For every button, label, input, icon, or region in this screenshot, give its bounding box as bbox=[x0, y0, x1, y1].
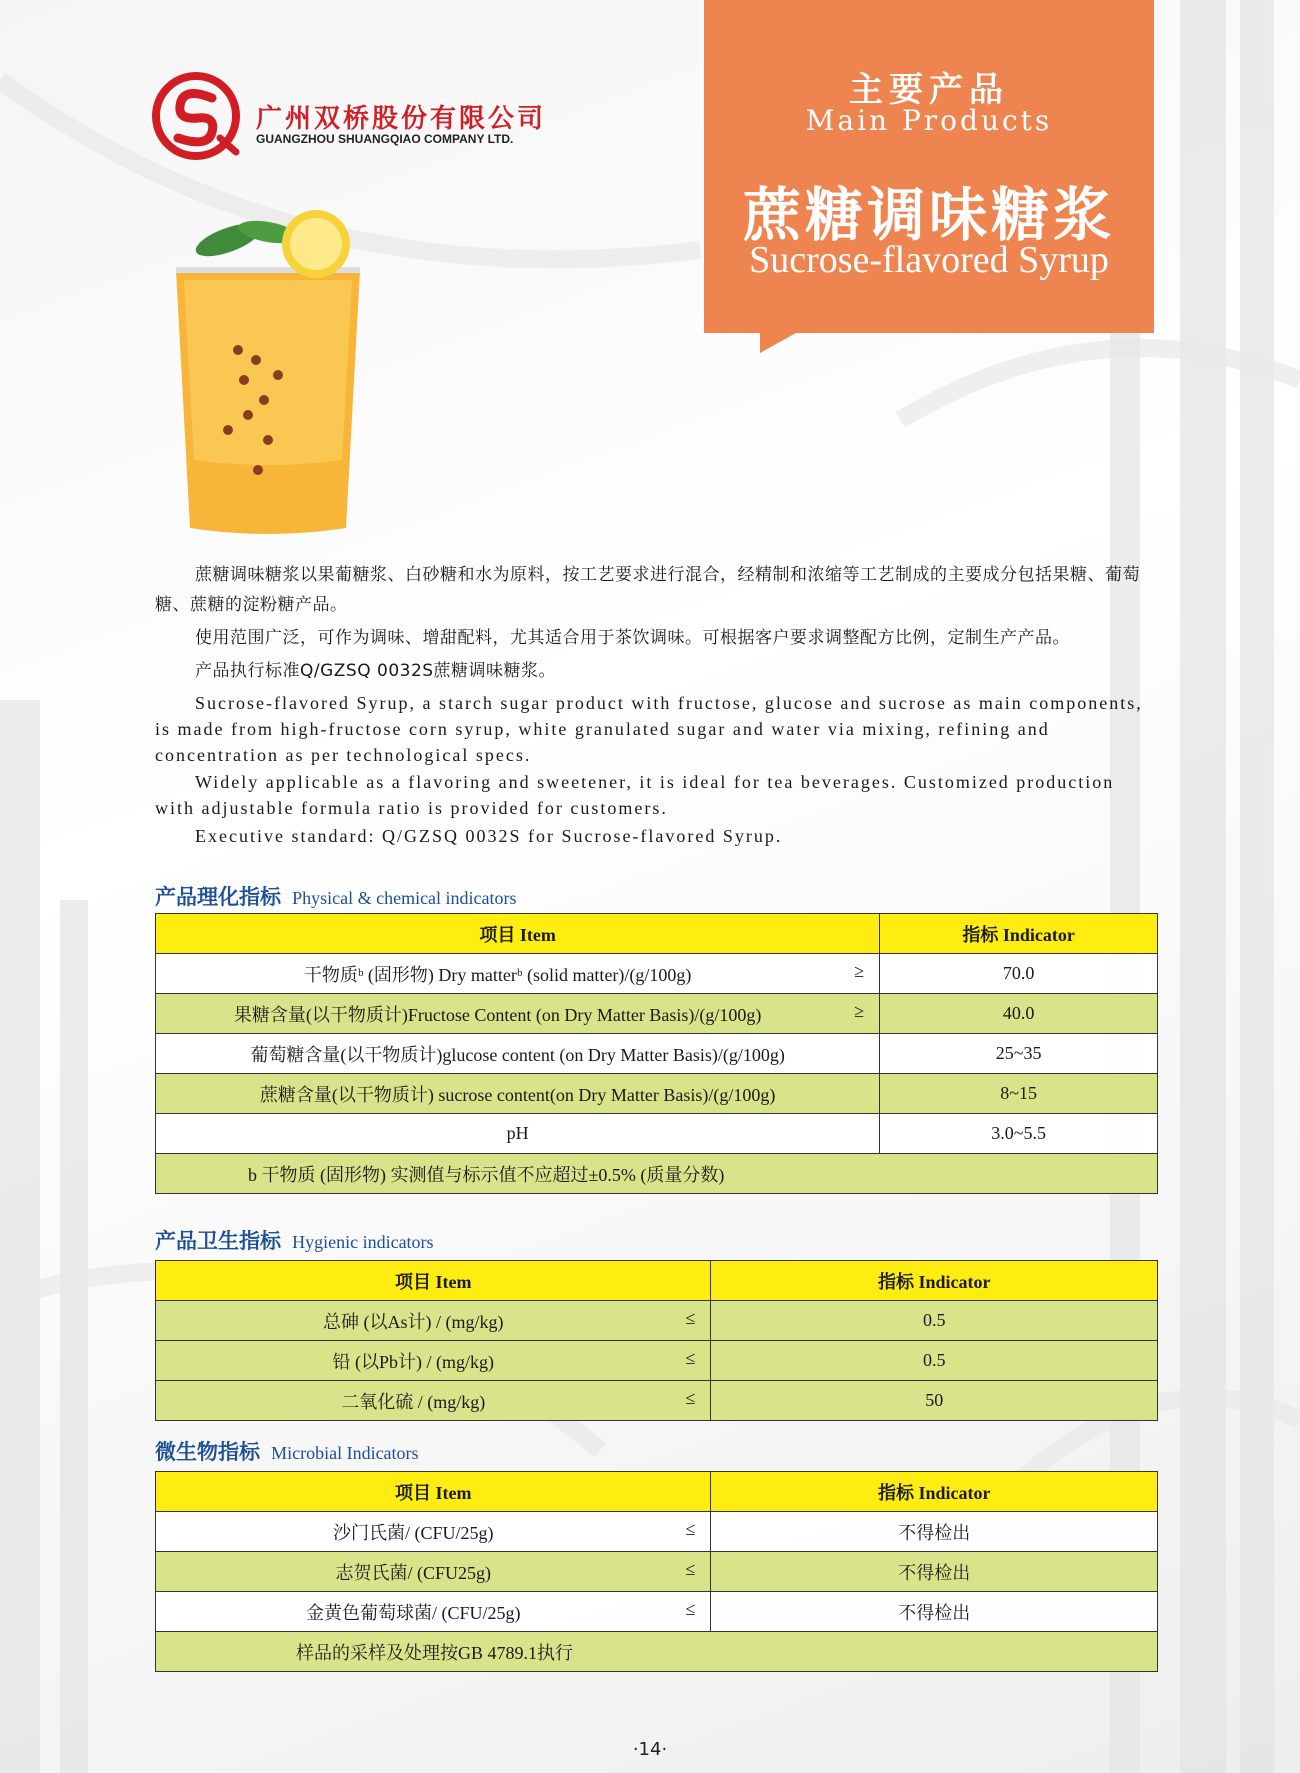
table-row bbox=[156, 1552, 1158, 1592]
fruit-tea-drink-image bbox=[168, 210, 368, 540]
physical-note: b 干物质 (固形物) 实测值与标示值不应超过±0.5% (质量分数) bbox=[156, 1154, 1158, 1194]
item-cell: 果糖含量(以干物质计)Fructose Content (on Dry Matter Basis)/(g/100g) ≥ bbox=[156, 994, 880, 1034]
comparator: ≤ bbox=[685, 1558, 696, 1579]
physical-title-cn: 产品理化指标 bbox=[155, 885, 281, 909]
comparator: ≤ bbox=[685, 1518, 696, 1539]
item-cell: 铅 (以Pb计) / (mg/kg) ≤ bbox=[156, 1341, 711, 1381]
indicator-cell: 不得检出 bbox=[711, 1512, 1158, 1552]
indicator-cell: 40.0 bbox=[880, 994, 1158, 1034]
comparator: ≤ bbox=[685, 1347, 696, 1368]
product-header-box bbox=[704, 0, 1154, 333]
category-title-en: Main Products bbox=[805, 104, 1053, 137]
comparator: ≤ bbox=[685, 1307, 696, 1328]
item-cell: 金黄色葡萄球菌/ (CFU/25g) ≤ bbox=[156, 1592, 711, 1632]
column-header-indicator: 指标 Indicator bbox=[711, 1261, 1158, 1301]
intro-paragraph-cn-3: 产品执行标准Q/GZSQ 0032S蔗糖调味糖浆。 bbox=[195, 661, 557, 681]
indicator-cell: 0.5 bbox=[711, 1301, 1158, 1341]
table-row bbox=[156, 1114, 1158, 1154]
hygienic-section-title bbox=[155, 1225, 434, 1255]
table-note-row bbox=[156, 1632, 1158, 1672]
company-logo bbox=[152, 72, 572, 160]
indicator-cell: 25~35 bbox=[880, 1034, 1158, 1074]
item-cell: pH bbox=[156, 1114, 880, 1154]
category-title-cn: 主要产品 bbox=[849, 70, 1009, 110]
indicator-cell: 不得检出 bbox=[711, 1552, 1158, 1592]
table-note-row bbox=[156, 1154, 1158, 1194]
comparator: ≥ bbox=[854, 960, 865, 981]
table-row bbox=[156, 1301, 1158, 1341]
indicator-cell: 70.0 bbox=[880, 954, 1158, 994]
indicator-cell: 0.5 bbox=[711, 1341, 1158, 1381]
indicator-cell: 3.0~5.5 bbox=[880, 1114, 1158, 1154]
intro-paragraph-cn-1: 蔗糖调味糖浆以果葡糖浆、白砂糖和水为原料，按工艺要求进行混合，经精制和浓缩等工艺制成的主要成分包括果糖、葡萄糖、蔗糖的淀粉糖产品。 bbox=[155, 565, 1140, 615]
column-header-indicator: 指标 Indicator bbox=[880, 914, 1158, 954]
table-row bbox=[156, 1074, 1158, 1114]
table-row bbox=[156, 994, 1158, 1034]
intro-paragraph-cn-2: 使用范围广泛，可作为调味、增甜配料，尤其适合用于茶饮调味。可根据客户要求调整配方比例，定制生产产品。 bbox=[195, 628, 1070, 648]
company-name-en: GUANGZHOU SHUANGQIAO COMPANY LTD. bbox=[256, 132, 514, 146]
item-cell: 二氧化硫 / (mg/kg) ≤ bbox=[156, 1381, 711, 1421]
microbial-title-en: Microbial Indicators bbox=[271, 1443, 419, 1463]
item-cell: 志贺氏菌/ (CFU25g) ≤ bbox=[156, 1552, 711, 1592]
column-header-item: 项目 Item bbox=[156, 1472, 711, 1512]
intro-paragraph-en-2: Widely applicable as a flavoring and sweetener, it is ideal for tea beverages. Customized production with adjustable formula ratio is provided for customers. bbox=[155, 772, 1115, 818]
physical-title-en: Physical & chemical indicators bbox=[292, 888, 517, 908]
table-row bbox=[156, 954, 1158, 994]
table-row bbox=[156, 1341, 1158, 1381]
microbial-indicators-table bbox=[155, 1471, 1158, 1672]
indicator-cell: 不得检出 bbox=[711, 1592, 1158, 1632]
item-cell: 总砷 (以As计) / (mg/kg) ≤ bbox=[156, 1301, 711, 1341]
page-number: ·14· bbox=[632, 1739, 668, 1760]
product-title-cn: 蔗糖调味糖浆 bbox=[742, 181, 1115, 249]
microbial-title-cn: 微生物指标 bbox=[155, 1440, 260, 1464]
table-header-row bbox=[156, 1472, 1158, 1512]
microbial-section-title bbox=[155, 1436, 419, 1466]
item-cell: 沙门氏菌/ (CFU/25g) ≤ bbox=[156, 1512, 711, 1552]
header-box-pointer bbox=[760, 333, 796, 353]
table-row bbox=[156, 1512, 1158, 1552]
hygienic-title-en: Hygienic indicators bbox=[292, 1232, 434, 1252]
indicator-cell: 50 bbox=[711, 1381, 1158, 1421]
comparator: ≤ bbox=[685, 1387, 696, 1408]
physical-indicators-table bbox=[155, 913, 1158, 1194]
shuangqiao-logo-icon bbox=[152, 72, 240, 160]
table-header-row bbox=[156, 1261, 1158, 1301]
column-header-item: 项目 Item bbox=[156, 1261, 711, 1301]
table-row bbox=[156, 1592, 1158, 1632]
microbial-note: 样品的采样及处理按GB 4789.1执行 bbox=[156, 1632, 1158, 1672]
comparator: ≥ bbox=[854, 1000, 865, 1021]
indicator-cell: 8~15 bbox=[880, 1074, 1158, 1114]
hygienic-indicators-table bbox=[155, 1260, 1158, 1421]
item-cell: 蔗糖含量(以干物质计) sucrose content(on Dry Matter Basis)/(g/100g) bbox=[156, 1074, 880, 1114]
company-name-cn: 广州双桥股份有限公司 bbox=[256, 104, 547, 134]
item-cell: 葡萄糖含量(以干物质计)glucose content (on Dry Matter Basis)/(g/100g) bbox=[156, 1034, 880, 1074]
physical-section-title bbox=[155, 881, 517, 911]
column-header-indicator: 指标 Indicator bbox=[711, 1472, 1158, 1512]
intro-paragraph-en-3: Executive standard: Q/GZSQ 0032S for Sucrose-flavored Syrup. bbox=[195, 826, 783, 846]
hygienic-title-cn: 产品卫生指标 bbox=[155, 1229, 281, 1253]
intro-paragraph-en-1: Sucrose-flavored Syrup, a starch sugar product with fructose, glucose and sucrose as main components, is made from high-fructose corn syrup, white granulated sugar and water via mixing, refining and concentration as per technological specs. bbox=[155, 693, 1143, 765]
comparator: ≤ bbox=[685, 1598, 696, 1619]
table-header-row bbox=[156, 914, 1158, 954]
table-row bbox=[156, 1034, 1158, 1074]
column-header-item: 项目 Item bbox=[156, 914, 880, 954]
product-title-en: Sucrose-flavored Syrup bbox=[749, 239, 1109, 281]
item-cell: 干物质ᵇ (固形物) Dry matterᵇ (solid matter)/(g/100g) ≥ bbox=[156, 954, 880, 994]
table-row bbox=[156, 1381, 1158, 1421]
